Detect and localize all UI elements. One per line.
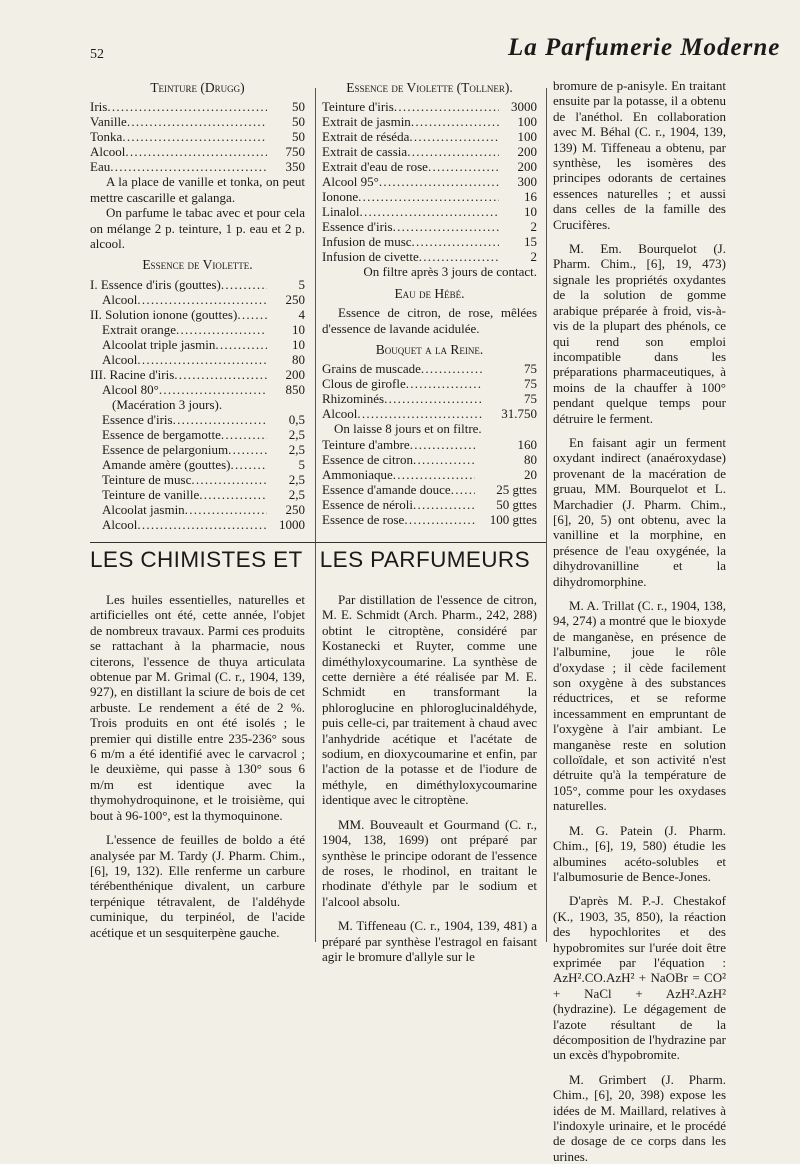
recipe-row <box>322 129 537 144</box>
paragraph: M. G. Patein (J. Pharm. Chim., [6], 19, 580) étudie les albumines acéto-solubles et l'albumosurie de Bence-Jones. <box>553 822 726 884</box>
article-title-left: LES CHIMISTES ET <box>90 547 303 572</box>
ingredient-quantity: 50 <box>292 129 305 145</box>
ingredient-quantity: 2 <box>530 219 537 235</box>
ingredient-quantity: 50 gttes <box>496 496 537 512</box>
maceration-note: (Macération 3 jours). <box>112 396 223 412</box>
ingredient-name: Extrait de cassia <box>322 144 408 160</box>
dot-leader <box>411 114 499 129</box>
dot-leader <box>428 159 499 174</box>
dot-leader <box>360 204 499 219</box>
recipe-row <box>90 427 305 442</box>
dot-leader <box>394 99 499 114</box>
ingredient-name: Iris <box>90 99 108 115</box>
recipe-row <box>322 204 537 219</box>
ingredient-name: Essence de bergamotte <box>102 427 221 443</box>
dot-leader <box>358 189 499 204</box>
recipe-row <box>322 512 537 527</box>
dot-leader <box>413 452 475 467</box>
recipe-row <box>90 442 305 457</box>
ingredient-quantity: 50 <box>292 99 305 115</box>
ingredient-name: I. Essence d'iris (gouttes) <box>90 276 221 292</box>
recipe-row <box>322 174 537 189</box>
article-column-1 <box>90 592 305 940</box>
recipe-column-left <box>90 78 305 532</box>
dot-leader <box>228 442 267 457</box>
dot-leader <box>107 99 267 114</box>
recipe-row <box>90 159 305 174</box>
ingredient-quantity: 4 <box>298 306 305 322</box>
recipe-row <box>90 367 305 382</box>
paragraph: M. Tiffeneau (C. r., 1904, 139, 481) a préparé par synthèse l'estragol en faisant agir le bromure d'allyle sur le <box>322 918 537 964</box>
dot-leader <box>176 322 267 337</box>
recipe-row <box>90 487 305 502</box>
ingredient-quantity: 20 <box>524 466 537 482</box>
ingredient-name: Extrait orange <box>102 321 176 337</box>
ingredient-name: Alcool <box>102 351 138 367</box>
recipe-row <box>322 482 537 497</box>
section-title: Essence de Violette. <box>142 257 253 273</box>
ingredient-name: Teinture d'ambre <box>322 436 410 452</box>
ingredient-name: Teinture d'iris <box>322 99 394 115</box>
article-title <box>90 547 530 572</box>
article-column-2 <box>322 592 537 964</box>
ingredient-quantity: 250 <box>285 502 305 518</box>
ingredient-quantity: 75 <box>524 376 537 392</box>
section-rule <box>90 542 546 543</box>
ingredient-quantity: 5 <box>298 276 305 292</box>
ingredient-quantity: 15 <box>524 234 537 250</box>
paragraph: D'après M. P.-J. Chestakof (K., 1903, 35, 850), la réaction des hypochlorites et des hypobromites sur l'urée doit être exprimée par l'équation : AzH².CO.AzH² + NaOBr = CO² + NaCl + AzH².AzH² (hydrazine). Le dégagement de l'azote résultant de la décomposition de l'hydrazine par un excès d'hypobromite. <box>553 893 726 1063</box>
recipe-list <box>90 99 305 174</box>
recipe-row <box>322 99 537 114</box>
ingredient-quantity: 16 <box>524 189 537 205</box>
ingredient-name: Essence d'iris <box>102 412 173 428</box>
dot-leader <box>379 174 499 189</box>
ingredient-quantity: 100 gttes <box>489 511 537 527</box>
recipe-row <box>322 497 537 512</box>
ingredient-quantity: 350 <box>285 159 305 175</box>
recipe-row <box>322 234 537 249</box>
ingredient-name: Infusion de civette <box>322 249 419 265</box>
dot-leader <box>221 277 267 292</box>
recipe-row <box>322 452 537 467</box>
ingredient-quantity: 300 <box>517 174 537 190</box>
recipe-row <box>322 144 537 159</box>
paragraph: A la place de vanille et tonka, on peut mettre cascarille et galanga. <box>90 174 305 205</box>
recipe-row <box>90 99 305 114</box>
section-title: Bouquet a la Reine. <box>375 342 484 358</box>
ingredient-quantity: 10 <box>292 336 305 352</box>
dot-leader <box>421 361 483 376</box>
recipe-row <box>90 277 305 292</box>
ingredient-quantity: 5 <box>298 457 305 473</box>
recipe-list <box>90 277 305 397</box>
ingredient-quantity: 2,5 <box>288 427 305 443</box>
ingredient-quantity: 2 <box>530 249 537 265</box>
recipe-row <box>322 361 537 376</box>
ingredient-name: Ammoniaque <box>322 466 393 482</box>
ingredient-quantity: 100 <box>517 129 537 145</box>
dot-leader <box>413 497 475 512</box>
recipe-row <box>90 337 305 352</box>
dot-leader <box>406 376 483 391</box>
ingredient-name: Essence de néroli <box>322 496 413 512</box>
ingredient-quantity: 160 <box>517 436 537 452</box>
section-title: Essence de Violette (Tollner). <box>346 80 513 95</box>
article-column-right <box>553 78 726 1164</box>
ingredient-quantity: 200 <box>285 366 305 382</box>
dot-leader <box>419 249 499 264</box>
dot-leader <box>393 467 475 482</box>
dot-leader <box>404 512 475 527</box>
recipe-row <box>90 517 305 532</box>
article-title-right: LES PARFUMEURS <box>319 547 530 572</box>
paragraph: On parfume le tabac avec et pour cela on mélange 2 p. teinture, 1 p. eau et 2 p. alcool. <box>90 205 305 252</box>
ingredient-quantity: 25 gttes <box>496 481 537 497</box>
paragraph: Par distillation de l'essence de citron, M. E. Schmidt (Arch. Pharm., 242, 288) obtint le citroptène, considéré par Kostanecki et Ruyter, comme une diméthyloxycoumarine. La synthèse de cette dernière a été réalisée par M. E. Schmidt en transformant la phloroglucine en phloroglucinaldéhyde, puis celle-ci, par traitement à chaud avec l'anhydride acétique et l'acétate de sodium, en dioxycoumarine et enfin, par l'action de la potasse et de l'iodure de méthyle, en diméthyloxycoumarine identique avec le citroptène. <box>322 592 537 808</box>
filter-note: On filtre après 3 jours de contact. <box>363 264 537 280</box>
ingredient-name: Essence de citron <box>322 451 413 467</box>
recipe-row <box>322 437 537 452</box>
ingredient-quantity: 80 <box>524 451 537 467</box>
paragraph: M. Em. Bourquelot (J. Pharm. Chim., [6], 19, 473) signale les propriétés oxydantes de la solution de gomme arabique préparée à froid, vis-à-vis de la plupart des phénols, ce qui rend son emploi incompatible dans les préparations pharmaceutiques, à moins de la chauffer à 100° pendant quelque temps pour détruire le ferment. <box>553 241 726 426</box>
dot-leader <box>125 144 267 159</box>
paragraph: bromure de p-anisyle. En traitant ensuite par la potasse, il a obtenu de l'anéthol. En collaboration avec M. Béhal (C. r., 1904, 139, 139) M. Tiffeneau a obtenu, par synthèse, les isomères des principes odorants de certaines essences naturelles ; et aussi dans celles de la famille des Crucifères. <box>553 78 726 232</box>
recipe-row <box>322 406 537 421</box>
dot-leader <box>137 517 267 532</box>
ingredient-quantity: 0,5 <box>288 412 305 428</box>
recipe-row <box>90 144 305 159</box>
recipe-row <box>90 114 305 129</box>
recipe-row <box>322 376 537 391</box>
paragraph: Essence de citron, de rose, mêlées d'essence de lavande acidulée. <box>322 305 537 336</box>
rest-note: On laisse 8 jours et on filtre. <box>334 421 482 437</box>
recipe-row <box>90 307 305 322</box>
dot-leader <box>451 482 475 497</box>
recipe-row <box>322 467 537 482</box>
recipe-list <box>322 437 537 527</box>
ingredient-name: Essence d'iris <box>322 219 393 235</box>
ingredient-name: Teinture de musc <box>102 472 192 488</box>
ingredient-name: Extrait d'eau de rose <box>322 159 428 175</box>
section-title: Eau de Hébé. <box>394 285 465 301</box>
ingredient-quantity: 31.750 <box>501 406 537 422</box>
paragraph: Les huiles essentielles, naturelles et artificielles ont été, cette année, l'objet de nombreux travaux. Parmi ces produits se rattachant à la pharmacie, nous citerons, l'essence de thuya articulata obtenue par M. Grimal (C. r., 1904, 139, 927), en distillant la sciure de bois de cet arbuste. Le rendement a été de 2 %. Trois produits en ont été isolés ; le premier qui distille entre 235-236° sous 6 m/m a été identifié avec le carvacrol ; le deuxième, qui passe à 130° sous 6 m/m est identique avec la thymohydroquinone, et le troisième, qui bout à 96-100°, est la thymoquinone. <box>90 592 305 823</box>
ingredient-name: Alcool <box>322 406 358 422</box>
column-divider <box>546 88 547 942</box>
ingredient-quantity: 1000 <box>279 517 305 533</box>
ingredient-quantity: 10 <box>524 204 537 220</box>
ingredient-quantity: 50 <box>292 114 305 130</box>
ingredient-name: Essence d'amande douce <box>322 481 451 497</box>
ingredient-quantity: 850 <box>285 381 305 397</box>
ingredient-name: Alcool <box>90 144 126 160</box>
recipe-row <box>322 219 537 234</box>
recipe-row <box>90 129 305 144</box>
recipe-row <box>90 412 305 427</box>
dot-leader <box>384 391 483 406</box>
recipe-row <box>90 322 305 337</box>
ingredient-quantity: 2,5 <box>288 472 305 488</box>
ingredient-name: Infusion de musc <box>322 234 412 250</box>
ingredient-quantity: 250 <box>285 291 305 307</box>
ingredient-name: Grains de muscade <box>322 361 421 377</box>
recipe-list <box>322 361 537 421</box>
ingredient-quantity: 200 <box>517 144 537 160</box>
paragraph: MM. Bouveault et Gourmand (C. r., 1904, 138, 1699) ont préparé par synthèse le principe odorant de l'essence de roses, le rhodinol, en traitant le rhodinate d'éthyle par le sodium et l'alcool absolu. <box>322 816 537 909</box>
recipe-list <box>90 412 305 532</box>
ingredient-name: Teinture de vanille <box>102 487 200 503</box>
ingredient-name: Rhizominés <box>322 391 385 407</box>
dot-leader <box>174 367 267 382</box>
dot-leader <box>237 307 267 322</box>
recipe-row <box>90 502 305 517</box>
dot-leader <box>409 129 499 144</box>
ingredient-name: Essence de rose <box>322 511 405 527</box>
ingredient-name: Essence de pelargonium <box>102 442 229 458</box>
dot-leader <box>185 502 267 517</box>
ingredient-name: Amande amère (gouttes) <box>102 457 231 473</box>
ingredient-name: Alcool 95° <box>322 174 379 190</box>
paragraph: En faisant agir un ferment oxydant indirect (anaéroxydase) provenant de la macération de gruau, MM. Bourquelot et L. Marchadier (J. Pharm. Chim., [6], 20, 5) ont obtenu, avec la vanilline et la morphine, en présence de l'eau oxygénée, la dihydrovanilline et la dihydromorphine. <box>553 434 726 589</box>
dot-leader <box>122 129 267 144</box>
dot-leader <box>393 219 499 234</box>
dot-leader <box>137 292 267 307</box>
ingredient-name: Ionone <box>322 189 359 205</box>
dot-leader <box>410 437 475 452</box>
dot-leader <box>159 382 267 397</box>
dot-leader <box>199 487 267 502</box>
ingredient-quantity: 10 <box>292 321 305 337</box>
paragraph: M. Grimbert (J. Pharm. Chim., [6], 20, 398) expose les idées de M. Maillard, relatives à l'indoxyle urinaire, et le procédé de dosage de ce corps dans les urines. <box>553 1071 726 1164</box>
ingredient-name: Eau <box>90 159 111 175</box>
dot-leader <box>357 406 483 421</box>
recipe-row <box>90 352 305 367</box>
paragraph: L'essence de feuilles de boldo a été analysée par M. Tardy (J. Pharm. Chim., [6], 19, 132). Elle renferme un carbure térébenthénique divalent, un carbure terpénique tétravalent, de l'aldéhyde cuminique, du terpinéol, de l'acide acétique et un sesquiterpène gauche. <box>90 832 305 940</box>
recipe-row <box>322 159 537 174</box>
ingredient-quantity: 750 <box>285 144 305 160</box>
recipe-row <box>90 382 305 397</box>
ingredient-name: Alcool 80° <box>102 381 159 397</box>
recipe-row <box>322 249 537 264</box>
ingredient-name: Alcoolat jasmin <box>102 502 185 518</box>
dot-leader <box>127 114 267 129</box>
dot-leader <box>137 352 267 367</box>
dot-leader <box>231 457 267 472</box>
ingredient-quantity: 2,5 <box>288 487 305 503</box>
ingredient-name: Alcool <box>102 291 138 307</box>
recipe-row <box>90 457 305 472</box>
ingredient-name: Tonka <box>90 129 123 145</box>
recipe-row <box>322 114 537 129</box>
ingredient-name: Alcool <box>102 517 138 533</box>
ingredient-quantity: 100 <box>517 114 537 130</box>
section-title: Teinture (Drugg) <box>150 80 245 95</box>
dot-leader <box>215 337 267 352</box>
ingredient-quantity: 3000 <box>511 99 537 115</box>
ingredient-quantity: 75 <box>524 391 537 407</box>
dot-leader <box>412 234 499 249</box>
ingredient-name: Vanille <box>90 114 127 130</box>
column-divider <box>315 88 316 942</box>
ingredient-quantity: 75 <box>524 361 537 377</box>
recipe-row <box>322 189 537 204</box>
ingredient-name: Extrait de jasmin <box>322 114 411 130</box>
ingredient-name: Clous de girofle <box>322 376 406 392</box>
dot-leader <box>110 159 267 174</box>
recipe-row <box>90 472 305 487</box>
dot-leader <box>173 412 267 427</box>
running-title: La Parfumerie Moderne <box>508 34 781 61</box>
recipe-row <box>322 391 537 406</box>
ingredient-quantity: 200 <box>517 159 537 175</box>
paragraph: M. A. Trillat (C. r., 1904, 138, 94, 274) a montré que le bioxyde de manganèse, en présence de l'albumine, joue le rôle d'oxydase ; il cède facilement son oxygène à des substances réductrices, et se reforme incessamment en empruntant de l'oxygène à l'air ambiant. Le manganèse reste en solution colloïdale, et son activité n'est détruite qu'à la température de 105°, comme pour les oxydases naturelles. <box>553 598 726 814</box>
dot-leader <box>407 144 499 159</box>
recipe-list <box>322 99 537 264</box>
ingredient-quantity: 2,5 <box>288 442 305 458</box>
ingredient-name: II. Solution ionone (gouttes) <box>90 306 238 322</box>
recipe-column-middle <box>322 78 537 527</box>
recipe-row <box>90 292 305 307</box>
page-number: 52 <box>90 47 104 62</box>
ingredient-name: III. Racine d'iris <box>90 366 175 382</box>
dot-leader <box>221 427 267 442</box>
ingredient-name: Linalol <box>322 204 360 220</box>
ingredient-name: Alcoolat triple jasmin <box>102 336 216 352</box>
dot-leader <box>191 472 267 487</box>
ingredient-quantity: 80 <box>292 351 305 367</box>
ingredient-name: Extrait de réséda <box>322 129 410 145</box>
